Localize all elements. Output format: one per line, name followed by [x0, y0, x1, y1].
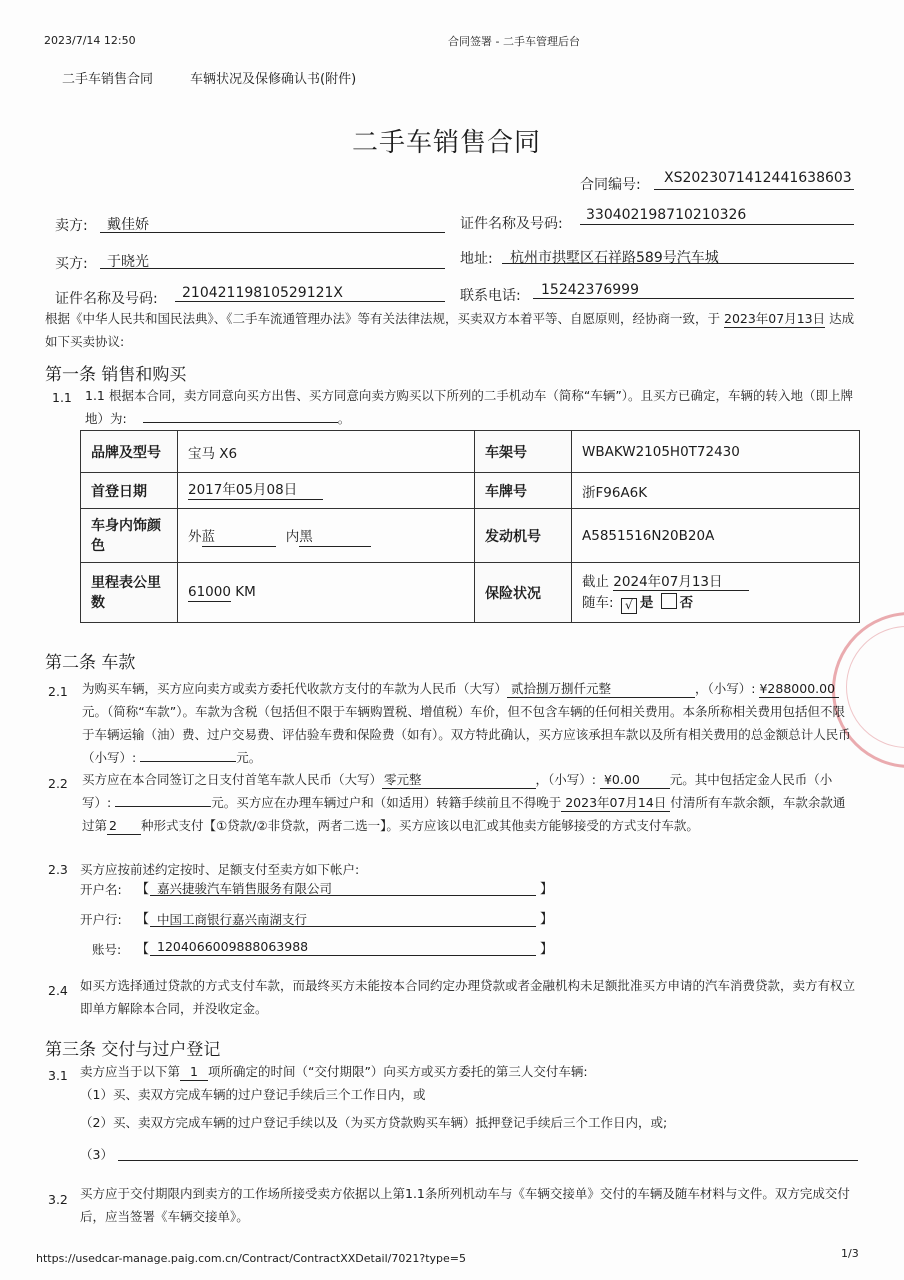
tab-vehicle-condition[interactable]: 车辆状况及保修确认书(附件)	[190, 72, 357, 87]
seller-label: 卖方:	[55, 218, 88, 234]
engine-value: A5851516N20B20A	[572, 509, 860, 563]
clause-2-2-num: 2.2	[48, 776, 68, 791]
mileage-value: 61000	[188, 583, 231, 600]
account-no: 1204066009888063988	[157, 939, 309, 954]
print-datetime: 2023/7/14 12:50	[44, 34, 136, 47]
account-name-label: 开户名:	[80, 882, 122, 897]
clause-1-1-num: 1.1	[52, 390, 72, 405]
insurance-date: 2024年07月13日	[613, 574, 748, 591]
clause-2-3-num: 2.3	[48, 862, 68, 877]
clause-2-4-num: 2.4	[48, 983, 68, 998]
balance-due-date: 2023年07月14日	[561, 795, 670, 812]
preamble: 根据《中华人民共和国民法典》、《二手车流通管理办法》等有关法律法规，买卖双方本着平等、自愿原则，经协商一致，于 2023年07月13日 达成如下买卖协议:	[45, 311, 855, 349]
down-payment-amount: ¥0.00	[600, 772, 670, 789]
clause-2-2: 买方应在本合同签订之日支付首笔车款人民币（大写） 零元整 ，（小写）: ¥0.00 元。其中包括定金人民币（小写）: 元。买方应在办理车辆过户和（如适用）转籍手续前且不得晚于 2023年07月14日 付清所有车款余额，车款余款通过第 2 种形式支付【①贷款/②非贷款，两者二选一】。买方应该以电汇或其他卖方能够接受的方式支付车款。	[82, 772, 846, 833]
section-1-title: 第一条 销售和购买	[45, 365, 187, 385]
print-url: https://usedcar-manage.paig.com.cn/Contract/ContractXXDetail/7021?type=5	[36, 1252, 466, 1265]
down-payment-cn: 零元整	[382, 772, 536, 789]
account-name: 嘉兴捷骏汽车销售服务有限公司	[157, 881, 333, 896]
section-2-title: 第二条 车款	[45, 653, 136, 673]
insurance-label: 保险状况	[475, 563, 572, 623]
color-label: 车身内饰颜色	[81, 509, 178, 563]
address-value: 杭州市拱墅区石祥路589号汽车城	[510, 250, 719, 266]
delivery-option-3: （3）	[80, 1147, 113, 1162]
buyer-id-label: 证件名称及号码:	[55, 291, 158, 307]
agreement-date: 2023年07月13日	[724, 311, 826, 326]
seller-value: 戴佳娇	[107, 217, 149, 233]
insurance-no-checkbox[interactable]	[661, 593, 677, 609]
phone-value: 15242376999	[541, 282, 639, 298]
section-3-title: 第三条 交付与过户登记	[45, 1040, 221, 1060]
seller-id-label: 证件名称及号码:	[460, 216, 563, 232]
clause-3-2: 买方应于交付期限内到卖方的工作场所接受卖方依据以上第1.1条所列机动车与《车辆交接单》交付的车辆及随车材料与文件。双方完成交付后，应当签署《车辆交接单》。	[80, 1186, 850, 1224]
print-page-number: 1/3	[841, 1247, 859, 1260]
payment-method-choice: 2	[107, 818, 141, 835]
vin-value: WBAKW2105H0T72430	[572, 431, 860, 473]
reg-date-value: 2017年05月08日	[188, 482, 323, 500]
clause-2-4: 如买方选择通过贷款的方式支付车款，而最终买方未能按本合同约定办理贷款或者金融机构未足额批准买方申请的汽车消费贷款，卖方有权立即单方解除本合同，并没收定金。	[80, 978, 856, 1016]
plate-value: 浙F96A6K	[572, 473, 860, 509]
buyer-value: 于晓光	[107, 254, 149, 270]
clause-1-1: 1.1 根据本合同，卖方同意向买方出售、买方同意向卖方购买以下所列的二手机动车（简称“车辆”）。且买方已确定，车辆的转入地（即上牌地）为: 。	[85, 388, 854, 426]
clause-3-1-num: 3.1	[48, 1068, 68, 1083]
vin-label: 车架号	[475, 431, 572, 473]
page-title: 二手车销售合同	[352, 128, 542, 158]
insurance-yes-checkbox[interactable]: √	[621, 598, 637, 614]
engine-label: 发动机号	[475, 509, 572, 563]
plate-label: 车牌号	[475, 473, 572, 509]
brand-label: 品牌及型号	[81, 431, 178, 473]
price-amount: ¥288000.00	[759, 681, 839, 698]
phone-label: 联系电话:	[460, 288, 521, 304]
address-label: 地址:	[460, 251, 493, 267]
price-cn: 贰拾捌万捌仟元整	[507, 681, 695, 698]
clause-2-1: 为购买车辆，买方应向卖方或卖方委托代收款方支付的车款为人民币（大写） 贰拾捌万捌仟元整 ，（小写）: ¥288000.00 元。（简称“车款”）。车款为含税（包括但不限于车辆购置税、增值税）车价，但不包含车辆的任何相关费用。本条所称相关费用包括但不限于车辆运输（油）费、过户交易费、评估验车费和保险费（如有）。双方特此确认，买方应该承担车款以及所有相关费用的总金额总计人民币（小写）: 元。	[82, 681, 851, 765]
tab-sales-contract[interactable]: 二手车销售合同	[62, 72, 154, 87]
delivery-option-2: （2）买、卖双方完成车辆的过户登记手续以及（为买方贷款购买车辆）抵押登记手续后三个工作日内，或;	[80, 1115, 668, 1130]
brand-value: 宝马 X6	[178, 431, 475, 473]
clause-3-1: 卖方应当于以下第 1 项所确定的时间（“交付期限”）向买方或买方委托的第三人交付车辆:	[80, 1064, 588, 1079]
vehicle-table: 品牌及型号 宝马 X6 车架号 WBAKW2105H0T72430 首登日期 2017年05月08日 车牌号 浙F96A6K 车身内饰颜色 外蓝 内黑 发动机号 A5851516N20B20A 里程表公里数 61000 KM 保险状况 截止 2024年07月13日 随车: √ 是 否	[80, 430, 860, 623]
buyer-id-value: 21042119810529121X	[182, 285, 344, 301]
contract-no-label: 合同编号:	[580, 177, 641, 193]
clause-3-2-num: 3.2	[48, 1192, 68, 1207]
interior-color: 黑	[299, 529, 371, 547]
clause-2-3: 买方应按前述约定按时、足额支付至卖方如下帐户:	[80, 862, 360, 877]
print-page-title: 合同签署 - 二手车管理后台	[448, 35, 580, 48]
account-bank-label: 开户行:	[80, 912, 122, 927]
account-no-label: 账号:	[92, 942, 122, 957]
exterior-color: 蓝	[202, 529, 276, 547]
buyer-label: 买方:	[55, 256, 88, 272]
delivery-option-1: （1）买、卖双方完成车辆的过户登记手续后三个工作日内，或	[80, 1087, 426, 1102]
contract-no-value: XS2023071412441638603	[664, 170, 852, 186]
mileage-label: 里程表公里数	[81, 563, 178, 623]
clause-2-1-num: 2.1	[48, 684, 68, 699]
delivery-choice: 1	[180, 1064, 208, 1081]
seller-id-value: 330402198710210326	[586, 207, 747, 223]
reg-date-label: 首登日期	[81, 473, 178, 509]
account-bank: 中国工商银行嘉兴南湖支行	[157, 912, 308, 927]
